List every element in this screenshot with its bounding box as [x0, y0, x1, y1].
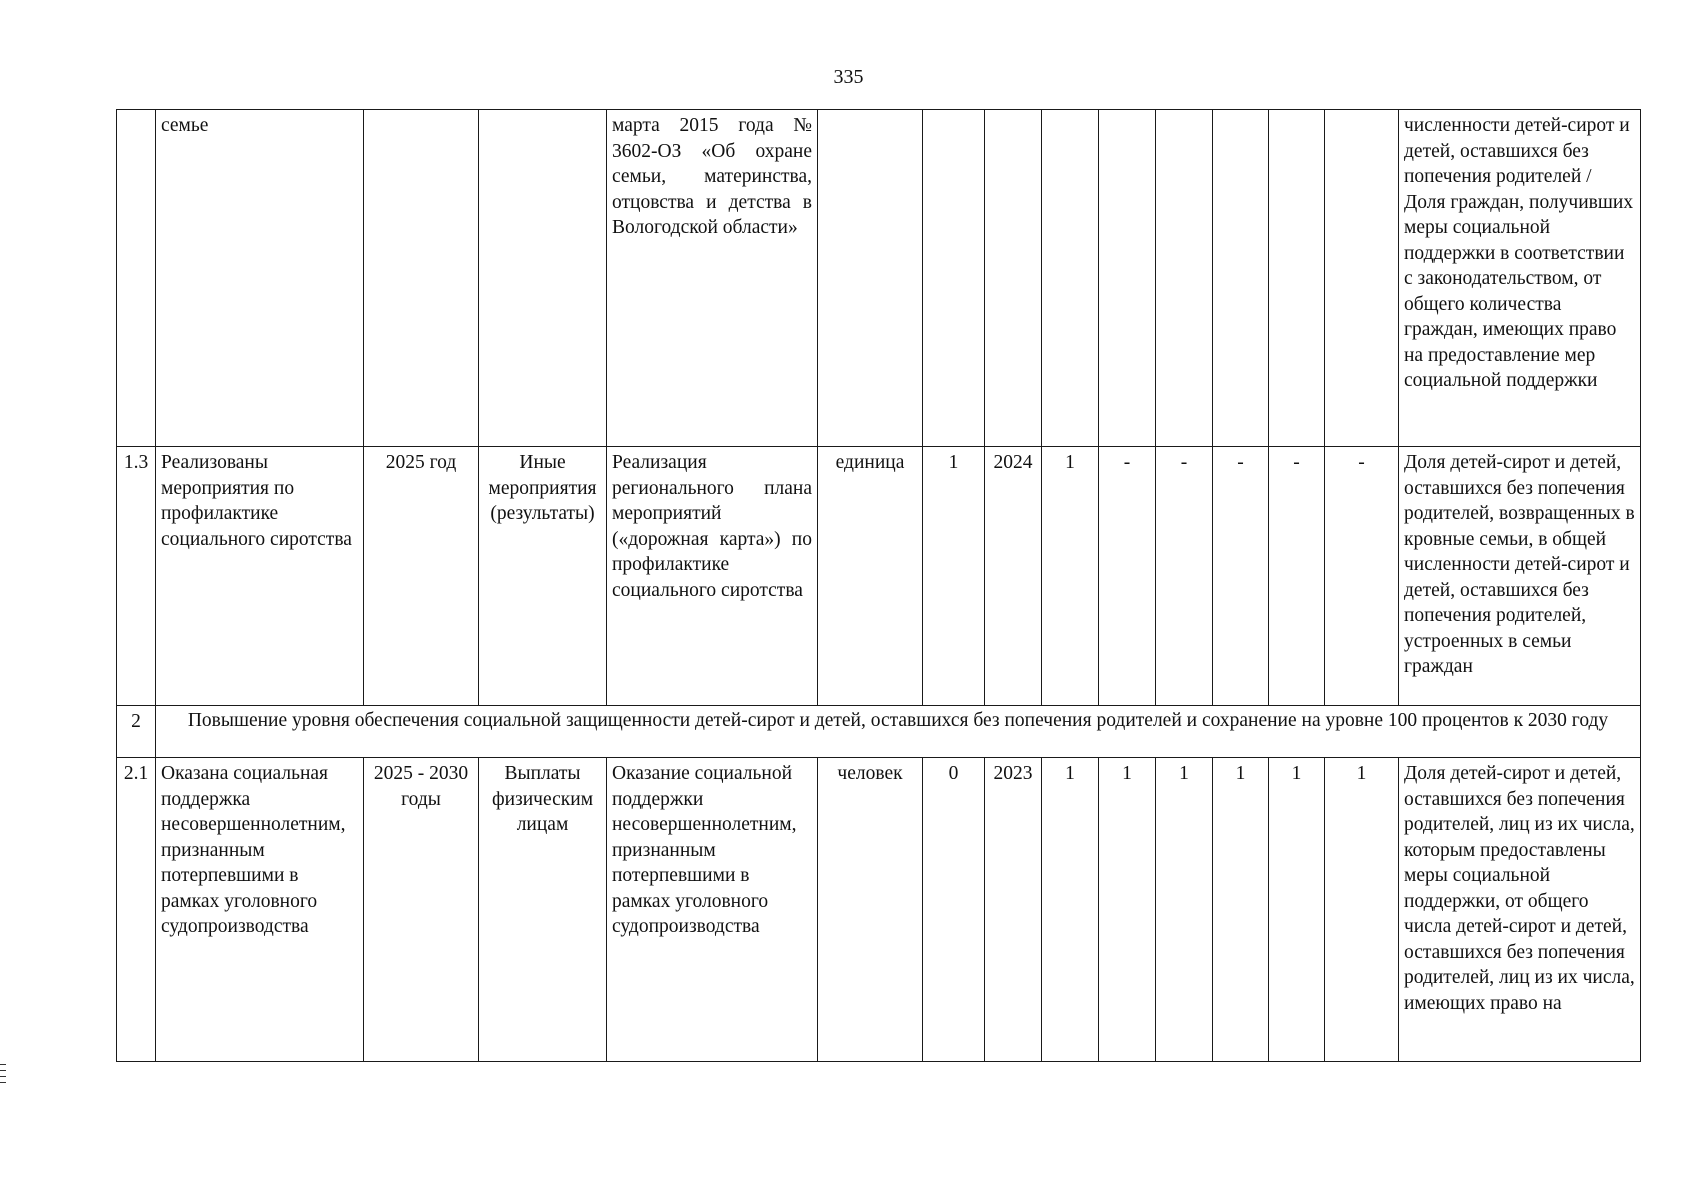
row-number: 1.3	[117, 447, 156, 706]
row-number: 2.1	[117, 758, 156, 1062]
base-value: 1	[923, 447, 985, 706]
value-year-1: 1	[1042, 447, 1099, 706]
value-year-4: -	[1213, 447, 1269, 706]
value-year-3: -	[1156, 447, 1213, 706]
row-number	[117, 110, 156, 447]
unit-of-measure: человек	[818, 758, 923, 1062]
linked-indicator: Доля детей-сирот и детей, оставшихся без попечения родителей, лиц из их числа, которым предоставлены меры социальной поддержки, от общего числа детей-сирот и детей, оставшихся без попечения родителей, лиц из их числа, имеющих право на	[1399, 758, 1641, 1062]
section-number: 2	[117, 706, 156, 758]
measure-characteristic: Реализация регионального плана мероприятий («дорожная карта») по профилактике социального сиротства	[607, 447, 818, 706]
section-row	[117, 706, 1641, 758]
value-year-5: -	[1269, 447, 1325, 706]
table-row	[117, 110, 1641, 447]
linked-indicator: Доля детей-сирот и детей, оставшихся без попечения родителей, возвращенных в кровные семьи, в общей численности детей-сирот и детей, оставшихся без попечения родителей, устроенных в семьи граждан	[1399, 447, 1641, 706]
table-row	[117, 447, 1641, 706]
value-year-3	[1156, 110, 1213, 447]
task-name: семье	[156, 110, 364, 447]
value-year-6: 1	[1325, 758, 1399, 1062]
measure-characteristic: марта 2015 года № 3602-ОЗ «Об охране семьи, материнства, отцовства и детства в Вологодской области»	[607, 110, 818, 447]
scan-mark	[0, 1082, 6, 1083]
measure-characteristic: Оказание социальной поддержки несовершеннолетним, признанным потерпевшими в рамках уголовного судопроизводства	[607, 758, 818, 1062]
linked-indicator: численности детей-сирот и детей, оставшихся без попечения родителей / Доля граждан, получивших меры социальной поддержки в соответствии с законодательством, от общего количества граждан, имеющих право на предоставление мер социальной поддержки	[1399, 110, 1641, 447]
task-name: Реализованы мероприятия по профилактике социального сиротства	[156, 447, 364, 706]
value-year-6	[1325, 110, 1399, 447]
implementation-period	[364, 110, 479, 447]
value-year-5	[1269, 110, 1325, 447]
value-year-5: 1	[1269, 758, 1325, 1062]
value-year-2: -	[1099, 447, 1156, 706]
unit-of-measure: единица	[818, 447, 923, 706]
base-value	[923, 110, 985, 447]
base-year: 2023	[985, 758, 1042, 1062]
table-row	[117, 758, 1641, 1062]
value-year-1: 1	[1042, 758, 1099, 1062]
measure-type	[479, 110, 607, 447]
base-value: 0	[923, 758, 985, 1062]
measure-type: Иные мероприятия (результаты)	[479, 447, 607, 706]
unit-of-measure	[818, 110, 923, 447]
scan-mark	[0, 1070, 6, 1071]
task-name: Оказана социальная поддержка несовершеннолетним, признанным потерпевшими в рамках уголовного судопроизводства	[156, 758, 364, 1062]
base-year: 2024	[985, 447, 1042, 706]
page-number: 335	[833, 66, 864, 88]
value-year-2: 1	[1099, 758, 1156, 1062]
value-year-4	[1213, 110, 1269, 447]
measure-type: Выплаты физическим лицам	[479, 758, 607, 1062]
scan-mark	[0, 1064, 6, 1065]
section-title: Повышение уровня обеспечения социальной защищенности детей-сирот и детей, оставшихся без попечения родителей и сохранение на уровне 100 процентов к 2030 году	[156, 706, 1641, 758]
base-year	[985, 110, 1042, 447]
scan-mark	[0, 1076, 6, 1077]
measures-table	[116, 109, 1641, 1062]
scan-margin-marks	[0, 1064, 6, 1088]
value-year-2	[1099, 110, 1156, 447]
value-year-1	[1042, 110, 1099, 447]
implementation-period: 2025 - 2030 годы	[364, 758, 479, 1062]
implementation-period: 2025 год	[364, 447, 479, 706]
value-year-4: 1	[1213, 758, 1269, 1062]
value-year-6: -	[1325, 447, 1399, 706]
value-year-3: 1	[1156, 758, 1213, 1062]
